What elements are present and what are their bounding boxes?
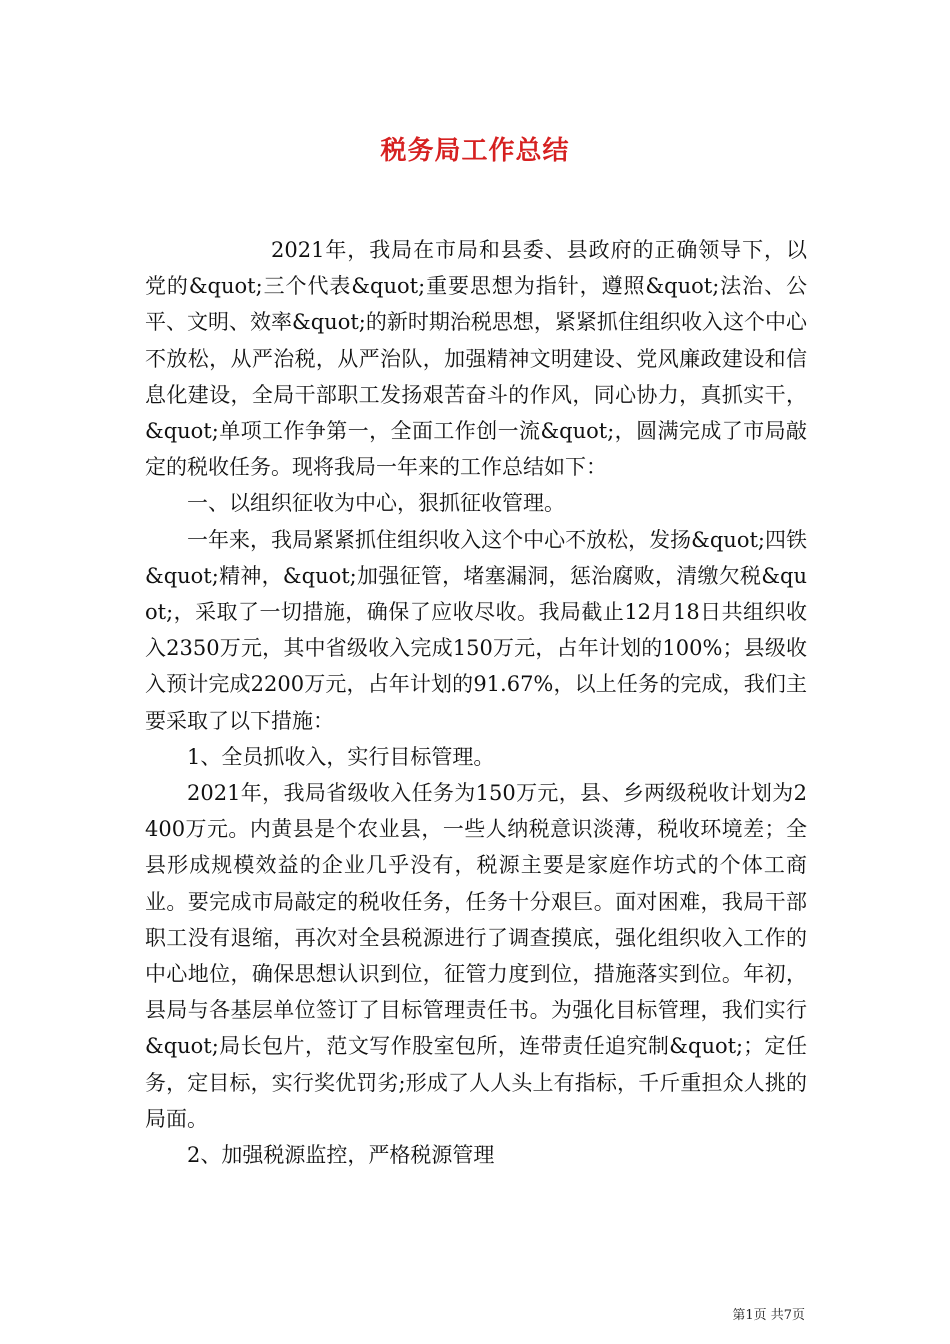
paragraph-subheading-2: 2、加强税源监控，严格税源管理 <box>187 1143 495 1168</box>
paragraph-subheading-1: 1、全员抓收入，实行目标管理。 <box>187 744 495 769</box>
paragraph-target-management: 2021年，我局省级收入任务为150万元，县、乡两级税收计划为2400万元。内黄县是个农业县，一些人纳税意识淡薄，税收环境差；全县形成规模效益的企业几乎没有，税源主要是家庭作坊式的个体工商业。要完成市局敲定的税收任务，任务十分艰巨。面对困难，我局干部职工没有退缩，再次对全县税源进行了调查摸底，强化组织收入工作的中心地位，确保思想认识到位，征管力度到位，措施落实到位。年初，县局与各基层单位签订了目标管理责任书。为强化目标管理，我们实行&quot;局长包片，范文写作股室包所，连带责任追究制&quot;；定任务，定目标，实行奖优罚劣;形成了人人头上有指标，千斤重担众人挑的局面。 <box>145 781 807 1131</box>
document-title: 税务局工作总结 <box>380 136 570 166</box>
document-body <box>145 232 807 1173</box>
paragraph-collection-overview: 一年来，我局紧紧抓住组织收入这个中心不放松，发扬&quot;四铁&quot;精神，&quot;加强征管，堵塞漏洞，惩治腐败，清缴欠税&quot;，采取了一切措施，确保了应收尽收。我局截止12月18日共组织收入2350万元，其中省级收入完成150万元，占年计划的100%；县级收入预计完成2200万元，占年计划的91.67%，以上任务的完成，我们主要采取了以下措施： <box>145 527 807 733</box>
page-number-footer: 第1页 共7页 <box>732 1308 805 1323</box>
paragraph-intro: 2021年，我局在市局和县委、县政府的正确领导下，以党的&quot;三个代表&quot;重要思想为指针，遵照&quot;法治、公平、文明、效率&quot;的新时期治税思想，紧紧抓住组织收入这个中心不放松，从严治税，从严治队，加强精神文明建设、党风廉政建设和信息化建设，全局干部职工发扬艰苦奋斗的作风，同心协力，真抓实干，&quot;单项工作争第一，全面工作创一流&quot;，圆满完成了市局敲定的税收任务。现将我局一年来的工作总结如下： <box>145 238 807 480</box>
paragraph-section-heading-1: 一、以组织征收为中心，狠抓征收管理。 <box>187 491 565 516</box>
